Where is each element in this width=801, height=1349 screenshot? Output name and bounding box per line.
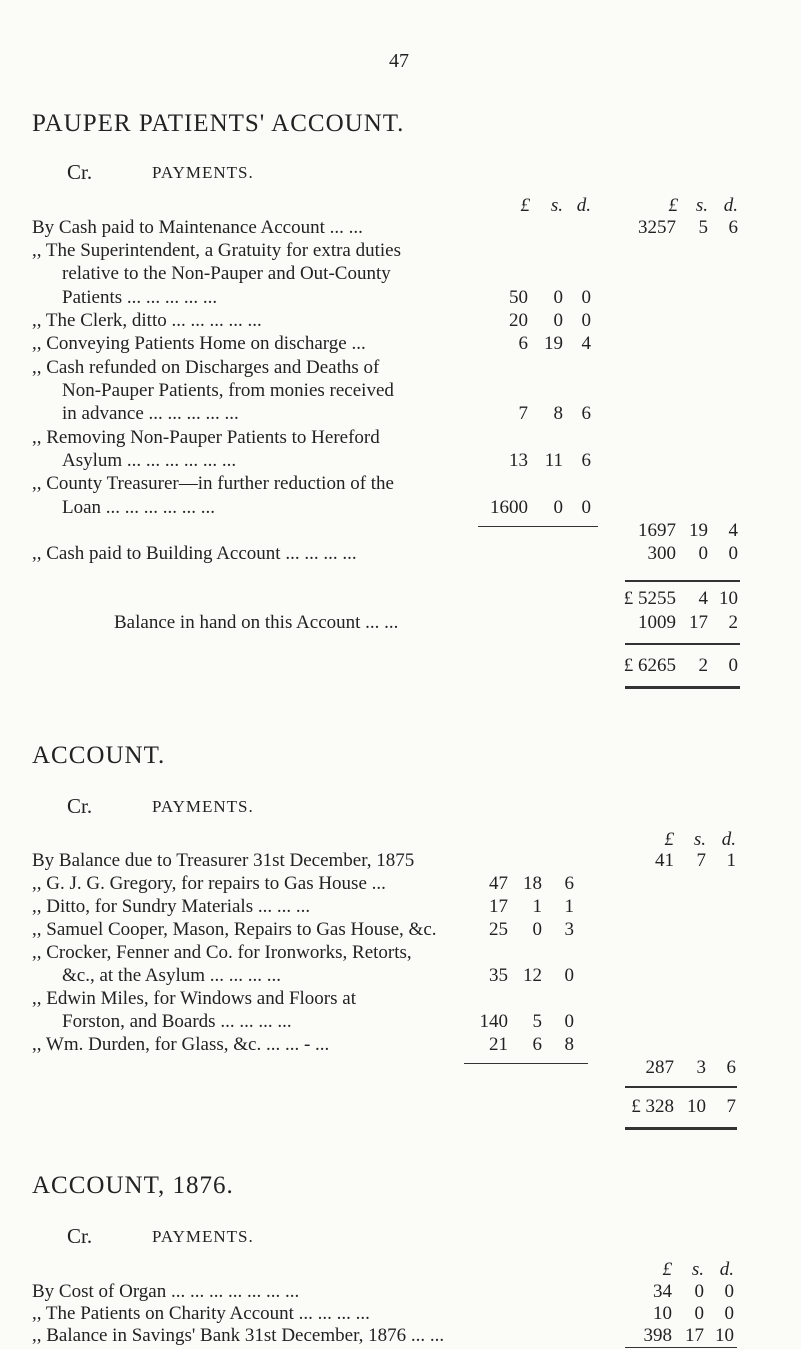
row-description: ,, Conveying Patients Home on discharge ... <box>32 333 366 354</box>
grand-total-pounds: £ 6265 <box>623 655 676 676</box>
total-shillings: 5 <box>698 217 708 238</box>
sub-pence: 3 <box>564 919 574 940</box>
total-pence: 0 <box>724 1303 734 1324</box>
total-shillings: 0 <box>698 543 708 564</box>
sub-shillings: 0 <box>553 287 563 308</box>
total-pence: 10 <box>715 1325 734 1346</box>
sub-shillings: 18 <box>523 873 542 894</box>
double-rule <box>625 686 740 689</box>
subtotal-row <box>0 588 801 612</box>
sub-pence: 1 <box>564 896 574 917</box>
pound-header: £ <box>668 195 678 216</box>
total-pence: 6 <box>726 1057 736 1078</box>
column-headers <box>0 1259 801 1283</box>
row-description: Non-Pauper Patients, from monies received <box>62 380 394 401</box>
subtotal-shillings: 4 <box>698 588 708 609</box>
ledger-row <box>0 473 801 497</box>
ledger-row <box>0 217 801 241</box>
total-pounds: 41 <box>655 850 674 871</box>
row-description: ,, County Treasurer—in further reduction of the <box>32 473 394 494</box>
sub-pounds: 7 <box>518 403 528 424</box>
sub-shillings: 12 <box>523 965 542 986</box>
subtotal-pence: 10 <box>719 588 738 609</box>
pound-header: £ <box>662 1259 672 1280</box>
subtotal-pounds: £ 5255 <box>623 588 676 609</box>
total-shillings: 7 <box>696 850 706 871</box>
sub-pounds: 6 <box>518 333 528 354</box>
payments-label: PAYMENTS. <box>152 163 254 182</box>
ledger-row-continued <box>0 287 801 311</box>
sub-shillings: 5 <box>532 1011 542 1032</box>
ledger-row <box>0 543 801 567</box>
row-description: in advance ... ... ... ... ... <box>62 403 239 424</box>
grand-total-row <box>0 655 801 679</box>
grand-total-pence: 7 <box>726 1096 736 1117</box>
sub-pence: 6 <box>581 450 591 471</box>
pence-header: d. <box>723 195 738 216</box>
total-pounds: 3257 <box>638 217 676 238</box>
row-description: ,, Cash refunded on Discharges and Deaths of <box>32 357 380 378</box>
sub-shillings: 0 <box>553 497 563 518</box>
sub-shillings: 0 <box>532 919 542 940</box>
row-description: ,, Cash paid to Building Account ... ... ... ... <box>32 543 357 564</box>
grand-total-pounds: £ 328 <box>631 1096 674 1117</box>
ledger-row <box>0 873 801 897</box>
ledger-row <box>0 896 801 920</box>
grand-total-pence: 0 <box>728 655 738 676</box>
total-shillings: 0 <box>694 1281 704 1302</box>
sub-pence: 8 <box>564 1034 574 1055</box>
sub-pence: 6 <box>581 403 591 424</box>
sub-shillings: 1 <box>532 896 542 917</box>
row-description: By Cost of Organ ... ... ... ... ... ... ... <box>32 1281 300 1302</box>
sub-pounds: 13 <box>509 450 528 471</box>
pound-header: £ <box>520 195 530 216</box>
ledger-row <box>0 333 801 357</box>
shilling-header: s. <box>550 195 563 216</box>
ledger-row <box>0 850 801 874</box>
sub-pence: 0 <box>564 965 574 986</box>
ledger-row-continued <box>0 263 801 287</box>
row-description: ,, Edwin Miles, for Windows and Floors at <box>32 988 356 1009</box>
total-pounds: 1697 <box>638 520 676 541</box>
sub-shillings: 19 <box>544 333 563 354</box>
sum-rule <box>625 1086 737 1088</box>
payments-label: PAYMENTS. <box>152 797 254 816</box>
ledger-row <box>0 427 801 451</box>
ledger-row <box>0 988 801 1012</box>
row-description: ,, The Superintendent, a Gratuity for extra duties <box>32 240 401 261</box>
sub-pounds: 20 <box>509 310 528 331</box>
section-title: ACCOUNT. <box>32 742 166 769</box>
ledger-row <box>0 1303 801 1327</box>
ledger-row <box>0 357 801 381</box>
sub-pounds: 35 <box>489 965 508 986</box>
ledger-row-continued <box>0 380 801 404</box>
shilling-header: s. <box>693 829 706 850</box>
total-pence: 0 <box>728 543 738 564</box>
total-shillings: 17 <box>685 1325 704 1346</box>
sub-shillings: 0 <box>553 310 563 331</box>
ledger-row <box>0 919 801 943</box>
grand-total-row <box>0 1096 801 1120</box>
sub-pence: 0 <box>581 287 591 308</box>
sub-pounds: 25 <box>489 919 508 940</box>
sub-pence: 4 <box>581 333 591 354</box>
section-title: ACCOUNT, 1876. <box>32 1172 234 1199</box>
ledger-row-continued <box>0 403 801 427</box>
cr-label: Cr. <box>67 160 93 184</box>
cr-label: Cr. <box>67 1224 93 1248</box>
ledger-row <box>0 1057 801 1081</box>
sub-pounds: 1600 <box>490 497 528 518</box>
grand-total-shillings: 2 <box>698 655 708 676</box>
sub-pounds: 140 <box>479 1011 508 1032</box>
total-pounds: 34 <box>653 1281 672 1302</box>
total-pence: 4 <box>728 520 738 541</box>
ledger-row-continued <box>0 1011 801 1035</box>
total-shillings: 0 <box>694 1303 704 1324</box>
shilling-header: s. <box>695 195 708 216</box>
balance-pounds: 1009 <box>638 612 676 633</box>
row-description: ,, Crocker, Fenner and Co. for Ironworks, Retorts, <box>32 942 412 963</box>
column-headers <box>0 195 801 219</box>
ledger-row <box>0 520 801 544</box>
row-description: ,, Removing Non-Pauper Patients to Hereford <box>32 427 380 448</box>
page-number: 47 <box>389 50 409 72</box>
ledger-row <box>0 240 801 264</box>
total-pence: 6 <box>728 217 738 238</box>
ledger-row <box>0 310 801 334</box>
pence-header: d. <box>719 1259 734 1280</box>
sub-pence: 6 <box>564 873 574 894</box>
sub-pence: 0 <box>581 310 591 331</box>
pence-header: d. <box>576 195 591 216</box>
total-pounds: 287 <box>645 1057 674 1078</box>
sub-pence: 0 <box>581 497 591 518</box>
ledger-row-continued <box>0 450 801 474</box>
sub-pounds: 47 <box>489 873 508 894</box>
balance-label: Balance in hand on this Account ... ... <box>114 612 399 633</box>
ledger-row-continued <box>0 497 801 521</box>
total-pence: 0 <box>724 1281 734 1302</box>
row-description: ,, Samuel Cooper, Mason, Repairs to Gas House, &c. <box>32 919 437 940</box>
total-pounds: 10 <box>653 1303 672 1324</box>
cr-label: Cr. <box>67 794 93 818</box>
row-description: &c., at the Asylum ... ... ... ... <box>62 965 282 986</box>
sub-shillings: 11 <box>544 450 563 471</box>
sub-pounds: 50 <box>509 287 528 308</box>
ledger-row-continued <box>0 965 801 989</box>
total-pence: 1 <box>726 850 736 871</box>
ledger-row <box>0 1325 801 1349</box>
payments-label: PAYMENTS. <box>152 1227 254 1246</box>
shilling-header: s. <box>691 1259 704 1280</box>
row-description: By Cash paid to Maintenance Account ... ... <box>32 217 363 238</box>
row-description: ,, Wm. Durden, for Glass, &c. ... ... - ... <box>32 1034 330 1055</box>
pound-header: £ <box>664 829 674 850</box>
row-description: Asylum ... ... ... ... ... ... <box>62 450 237 471</box>
section-title: PAUPER PATIENTS' ACCOUNT. <box>32 110 405 137</box>
balance-row <box>0 612 801 636</box>
balance-pence: 2 <box>728 612 738 633</box>
ledger-row <box>0 1034 801 1058</box>
total-pounds: 300 <box>647 543 676 564</box>
total-shillings: 3 <box>696 1057 706 1078</box>
row-description: ,, Ditto, for Sundry Materials ... ... ... <box>32 896 311 917</box>
row-description: ,, Balance in Savings' Bank 31st December, 1876 ... ... <box>32 1325 445 1346</box>
sub-shillings: 6 <box>532 1034 542 1055</box>
row-description: ,, The Clerk, ditto ... ... ... ... ... <box>32 310 262 331</box>
ledger-row <box>0 942 801 966</box>
row-description: Loan ... ... ... ... ... ... <box>62 497 216 518</box>
ledger-row <box>0 1281 801 1305</box>
row-description: Patients ... ... ... ... ... <box>62 287 218 308</box>
sub-pounds: 21 <box>489 1034 508 1055</box>
sum-rule <box>625 643 740 645</box>
balance-shillings: 17 <box>689 612 708 633</box>
row-description: By Balance due to Treasurer 31st December, 1875 <box>32 850 415 871</box>
total-shillings: 19 <box>689 520 708 541</box>
total-pounds: 398 <box>643 1325 672 1346</box>
row-description: ,, G. J. G. Gregory, for repairs to Gas House ... <box>32 873 386 894</box>
sub-shillings: 8 <box>553 403 563 424</box>
row-description: Forston, and Boards ... ... ... ... <box>62 1011 292 1032</box>
sub-pence: 0 <box>564 1011 574 1032</box>
sum-rule <box>625 1347 737 1348</box>
pence-header: d. <box>721 829 736 850</box>
grand-total-shillings: 10 <box>687 1096 706 1117</box>
sum-rule <box>625 580 740 582</box>
double-rule <box>625 1127 737 1130</box>
sub-pounds: 17 <box>489 896 508 917</box>
row-description: ,, The Patients on Charity Account ... ... ... ... <box>32 1303 370 1324</box>
row-description: relative to the Non-Pauper and Out-County <box>62 263 391 284</box>
